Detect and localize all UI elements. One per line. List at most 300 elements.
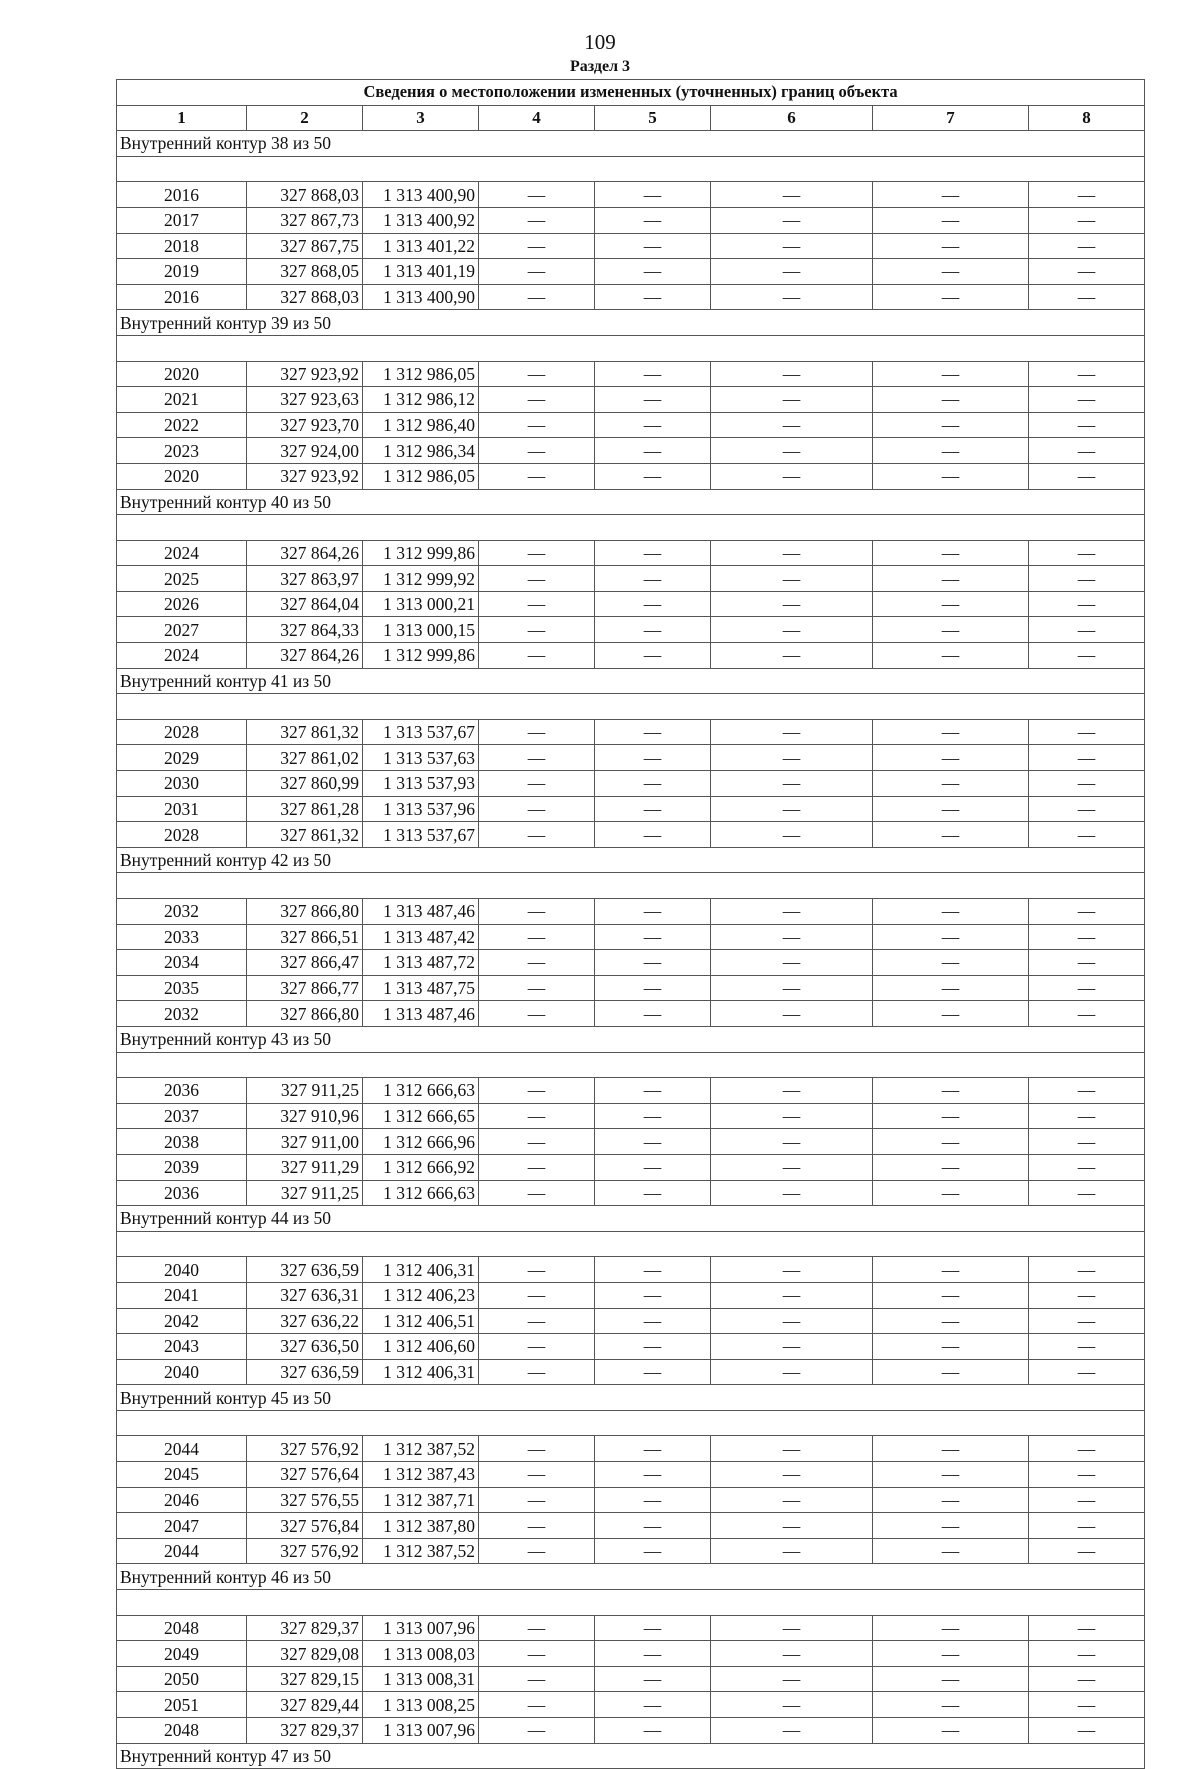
column-header-5: 5 [595, 105, 711, 131]
empty-mark-cell: — [595, 566, 711, 592]
empty-mark-cell: — [479, 412, 595, 438]
point-number: 2048 [117, 1718, 247, 1744]
coord-x: 327 829,37 [247, 1718, 363, 1744]
empty-mark-cell: — [873, 745, 1029, 771]
empty-mark-cell: — [595, 463, 711, 489]
empty-mark-cell: — [1029, 1359, 1145, 1385]
coord-y: 1 312 666,63 [363, 1180, 479, 1206]
empty-mark-cell: — [711, 899, 873, 925]
empty-mark-cell: — [1029, 207, 1145, 233]
empty-mark-cell: — [479, 1359, 595, 1385]
empty-mark-cell: — [711, 1615, 873, 1641]
point-number: 2039 [117, 1154, 247, 1180]
empty-mark-cell: — [1029, 643, 1145, 669]
column-header-row [117, 105, 1145, 131]
coord-x: 327 636,59 [247, 1359, 363, 1385]
empty-mark-cell: — [479, 1078, 595, 1104]
empty-mark-cell: — [711, 1513, 873, 1539]
empty-mark-cell: — [1029, 566, 1145, 592]
table-row [117, 1282, 1145, 1308]
contour-label: Внутренний контур 44 из 50 [117, 1206, 1145, 1232]
coord-x: 327 868,03 [247, 182, 363, 208]
empty-mark-cell: — [873, 1487, 1029, 1513]
empty-mark-cell: — [479, 591, 595, 617]
coord-x: 327 923,70 [247, 412, 363, 438]
coord-x: 327 636,50 [247, 1334, 363, 1360]
empty-mark-cell: — [595, 1154, 711, 1180]
coord-y: 1 312 387,71 [363, 1487, 479, 1513]
empty-mark-cell: — [873, 1334, 1029, 1360]
empty-mark-cell: — [873, 1462, 1029, 1488]
coord-y: 1 313 008,31 [363, 1666, 479, 1692]
empty-mark-cell: — [595, 591, 711, 617]
row-gap [117, 1231, 1145, 1257]
coord-x: 327 868,05 [247, 259, 363, 285]
empty-mark-cell: — [1029, 1666, 1145, 1692]
empty-mark-cell: — [711, 361, 873, 387]
coord-x: 327 636,31 [247, 1282, 363, 1308]
empty-mark-cell: — [711, 643, 873, 669]
empty-mark-cell: — [711, 1001, 873, 1027]
empty-mark-cell: — [479, 207, 595, 233]
table-row [117, 591, 1145, 617]
point-number: 2021 [117, 387, 247, 413]
point-number: 2025 [117, 566, 247, 592]
row-gap-cell [117, 694, 1145, 720]
coord-x: 327 868,03 [247, 284, 363, 310]
empty-mark-cell: — [595, 617, 711, 643]
empty-mark-cell: — [595, 1282, 711, 1308]
point-number: 2040 [117, 1359, 247, 1385]
empty-mark-cell: — [711, 1154, 873, 1180]
empty-mark-cell: — [479, 566, 595, 592]
table-row [117, 207, 1145, 233]
empty-mark-cell: — [1029, 1692, 1145, 1718]
coord-y: 1 312 387,52 [363, 1436, 479, 1462]
empty-mark-cell: — [711, 796, 873, 822]
coord-y: 1 313 487,72 [363, 950, 479, 976]
coord-x: 327 866,47 [247, 950, 363, 976]
empty-mark-cell: — [711, 719, 873, 745]
point-number: 2018 [117, 233, 247, 259]
row-gap [117, 1590, 1145, 1616]
empty-mark-cell: — [711, 566, 873, 592]
empty-mark-cell: — [711, 540, 873, 566]
row-gap [117, 156, 1145, 182]
coord-x: 327 911,25 [247, 1180, 363, 1206]
empty-mark-cell: — [1029, 1487, 1145, 1513]
coord-y: 1 313 007,96 [363, 1718, 479, 1744]
point-number: 2042 [117, 1308, 247, 1334]
empty-mark-cell: — [711, 1436, 873, 1462]
empty-mark-cell: — [873, 1282, 1029, 1308]
coord-x: 327 861,32 [247, 719, 363, 745]
row-gap [117, 515, 1145, 541]
point-number: 2016 [117, 182, 247, 208]
point-number: 2051 [117, 1692, 247, 1718]
table-row [117, 822, 1145, 848]
coord-x: 327 866,80 [247, 1001, 363, 1027]
empty-mark-cell: — [873, 591, 1029, 617]
empty-mark-cell: — [479, 822, 595, 848]
empty-mark-cell: — [595, 1078, 711, 1104]
empty-mark-cell: — [1029, 1718, 1145, 1744]
coord-x: 327 576,92 [247, 1538, 363, 1564]
coord-y: 1 313 487,75 [363, 975, 479, 1001]
empty-mark-cell: — [873, 1718, 1029, 1744]
coord-y: 1 312 986,34 [363, 438, 479, 464]
coord-y: 1 312 666,65 [363, 1103, 479, 1129]
empty-mark-cell: — [711, 284, 873, 310]
empty-mark-cell: — [1029, 438, 1145, 464]
coord-x: 327 864,26 [247, 540, 363, 566]
coord-y: 1 312 387,80 [363, 1513, 479, 1539]
table-row [117, 1615, 1145, 1641]
coord-y: 1 312 999,92 [363, 566, 479, 592]
coord-x: 327 576,92 [247, 1436, 363, 1462]
empty-mark-cell: — [873, 463, 1029, 489]
row-gap-cell [117, 335, 1145, 361]
point-number: 2017 [117, 207, 247, 233]
empty-mark-cell: — [711, 463, 873, 489]
empty-mark-cell: — [711, 1257, 873, 1283]
empty-mark-cell: — [1029, 796, 1145, 822]
column-header-4: 4 [479, 105, 595, 131]
table-row [117, 643, 1145, 669]
coord-y: 1 313 537,67 [363, 822, 479, 848]
empty-mark-cell: — [1029, 1462, 1145, 1488]
empty-mark-cell: — [1029, 284, 1145, 310]
empty-mark-cell: — [711, 259, 873, 285]
empty-mark-cell: — [711, 1180, 873, 1206]
empty-mark-cell: — [479, 643, 595, 669]
coord-y: 1 313 487,46 [363, 899, 479, 925]
row-gap [117, 1410, 1145, 1436]
empty-mark-cell: — [873, 284, 1029, 310]
empty-mark-cell: — [479, 1334, 595, 1360]
coord-x: 327 866,77 [247, 975, 363, 1001]
empty-mark-cell: — [479, 1154, 595, 1180]
page-number: 109 [584, 30, 616, 54]
empty-mark-cell: — [479, 1308, 595, 1334]
empty-mark-cell: — [873, 1359, 1029, 1385]
empty-mark-cell: — [1029, 1538, 1145, 1564]
table-row [117, 1692, 1145, 1718]
row-gap [117, 873, 1145, 899]
coord-x: 327 911,25 [247, 1078, 363, 1104]
empty-mark-cell: — [873, 1103, 1029, 1129]
contour-header-row [117, 1564, 1145, 1590]
empty-mark-cell: — [479, 1615, 595, 1641]
empty-mark-cell: — [1029, 1001, 1145, 1027]
row-gap-cell [117, 1410, 1145, 1436]
table-row [117, 1436, 1145, 1462]
empty-mark-cell: — [479, 975, 595, 1001]
table-row [117, 719, 1145, 745]
empty-mark-cell: — [711, 745, 873, 771]
coord-y: 1 312 406,31 [363, 1359, 479, 1385]
empty-mark-cell: — [873, 822, 1029, 848]
empty-mark-cell: — [595, 1641, 711, 1667]
table-row [117, 1103, 1145, 1129]
empty-mark-cell: — [711, 1487, 873, 1513]
empty-mark-cell: — [479, 924, 595, 950]
point-number: 2035 [117, 975, 247, 1001]
empty-mark-cell: — [479, 950, 595, 976]
row-gap-cell [117, 515, 1145, 541]
empty-mark-cell: — [1029, 822, 1145, 848]
empty-mark-cell: — [711, 1718, 873, 1744]
coord-y: 1 313 400,92 [363, 207, 479, 233]
empty-mark-cell: — [595, 1436, 711, 1462]
empty-mark-cell: — [479, 259, 595, 285]
table-row [117, 1257, 1145, 1283]
empty-mark-cell: — [479, 540, 595, 566]
point-number: 2040 [117, 1257, 247, 1283]
contour-label: Внутренний контур 46 из 50 [117, 1564, 1145, 1590]
point-number: 2019 [117, 259, 247, 285]
empty-mark-cell: — [479, 1001, 595, 1027]
empty-mark-cell: — [873, 1308, 1029, 1334]
table-row [117, 233, 1145, 259]
empty-mark-cell: — [595, 1462, 711, 1488]
empty-mark-cell: — [1029, 719, 1145, 745]
empty-mark-cell: — [711, 1666, 873, 1692]
point-number: 2044 [117, 1436, 247, 1462]
coord-x: 327 923,92 [247, 463, 363, 489]
coord-x: 327 829,08 [247, 1641, 363, 1667]
coord-x: 327 576,84 [247, 1513, 363, 1539]
empty-mark-cell: — [711, 1462, 873, 1488]
contour-header-row [117, 668, 1145, 694]
table-row [117, 566, 1145, 592]
empty-mark-cell: — [595, 540, 711, 566]
empty-mark-cell: — [1029, 899, 1145, 925]
empty-mark-cell: — [873, 412, 1029, 438]
contour-header-row [117, 1206, 1145, 1232]
point-number: 2041 [117, 1282, 247, 1308]
coord-x: 327 863,97 [247, 566, 363, 592]
empty-mark-cell: — [595, 1666, 711, 1692]
empty-mark-cell: — [873, 540, 1029, 566]
column-header-6: 6 [711, 105, 873, 131]
empty-mark-cell: — [479, 1462, 595, 1488]
empty-mark-cell: — [479, 1129, 595, 1155]
empty-mark-cell: — [1029, 924, 1145, 950]
table-row [117, 412, 1145, 438]
point-number: 2033 [117, 924, 247, 950]
table-row [117, 540, 1145, 566]
coord-x: 327 924,00 [247, 438, 363, 464]
empty-mark-cell: — [873, 1129, 1029, 1155]
point-number: 2047 [117, 1513, 247, 1539]
coord-x: 327 860,99 [247, 771, 363, 797]
coord-y: 1 312 406,23 [363, 1282, 479, 1308]
coord-x: 327 866,51 [247, 924, 363, 950]
point-number: 2048 [117, 1615, 247, 1641]
empty-mark-cell: — [711, 1641, 873, 1667]
coord-x: 327 576,64 [247, 1462, 363, 1488]
empty-mark-cell: — [1029, 1334, 1145, 1360]
empty-mark-cell: — [595, 1180, 711, 1206]
empty-mark-cell: — [873, 1513, 1029, 1539]
empty-mark-cell: — [479, 617, 595, 643]
empty-mark-cell: — [1029, 1180, 1145, 1206]
empty-mark-cell: — [479, 1257, 595, 1283]
empty-mark-cell: — [595, 233, 711, 259]
empty-mark-cell: — [873, 233, 1029, 259]
empty-mark-cell: — [595, 822, 711, 848]
coord-y: 1 312 406,51 [363, 1308, 479, 1334]
empty-mark-cell: — [873, 950, 1029, 976]
table-row [117, 1308, 1145, 1334]
empty-mark-cell: — [873, 1436, 1029, 1462]
table-row [117, 1718, 1145, 1744]
coord-x: 327 911,29 [247, 1154, 363, 1180]
table-row [117, 182, 1145, 208]
coord-x: 327 923,92 [247, 361, 363, 387]
empty-mark-cell: — [873, 1154, 1029, 1180]
empty-mark-cell: — [595, 1615, 711, 1641]
empty-mark-cell: — [595, 1334, 711, 1360]
contour-header-row [117, 847, 1145, 873]
empty-mark-cell: — [595, 1129, 711, 1155]
empty-mark-cell: — [479, 1180, 595, 1206]
empty-mark-cell: — [595, 1513, 711, 1539]
table-row [117, 284, 1145, 310]
coord-x: 327 829,44 [247, 1692, 363, 1718]
row-gap-cell [117, 1231, 1145, 1257]
empty-mark-cell: — [595, 745, 711, 771]
contour-label: Внутренний контур 42 из 50 [117, 847, 1145, 873]
empty-mark-cell: — [1029, 591, 1145, 617]
empty-mark-cell: — [1029, 1282, 1145, 1308]
column-header-3: 3 [363, 105, 479, 131]
coord-x: 327 576,55 [247, 1487, 363, 1513]
table-row [117, 1001, 1145, 1027]
empty-mark-cell: — [711, 233, 873, 259]
empty-mark-cell: — [711, 950, 873, 976]
coord-y: 1 312 387,43 [363, 1462, 479, 1488]
contour-label: Внутренний контур 39 из 50 [117, 310, 1145, 336]
empty-mark-cell: — [711, 591, 873, 617]
empty-mark-cell: — [1029, 1513, 1145, 1539]
empty-mark-cell: — [479, 745, 595, 771]
empty-mark-cell: — [595, 975, 711, 1001]
coord-y: 1 312 986,05 [363, 463, 479, 489]
empty-mark-cell: — [1029, 361, 1145, 387]
empty-mark-cell: — [595, 899, 711, 925]
table-row [117, 1078, 1145, 1104]
empty-mark-cell: — [479, 1487, 595, 1513]
empty-mark-cell: — [1029, 1436, 1145, 1462]
coord-y: 1 313 400,90 [363, 182, 479, 208]
table-row [117, 1513, 1145, 1539]
empty-mark-cell: — [873, 259, 1029, 285]
point-number: 2049 [117, 1641, 247, 1667]
empty-mark-cell: — [595, 950, 711, 976]
empty-mark-cell: — [595, 1257, 711, 1283]
coord-x: 327 864,26 [247, 643, 363, 669]
empty-mark-cell: — [873, 617, 1029, 643]
empty-mark-cell: — [1029, 1257, 1145, 1283]
empty-mark-cell: — [711, 1334, 873, 1360]
point-number: 2046 [117, 1487, 247, 1513]
table-row [117, 1334, 1145, 1360]
empty-mark-cell: — [711, 1078, 873, 1104]
empty-mark-cell: — [479, 1641, 595, 1667]
coord-x: 327 829,15 [247, 1666, 363, 1692]
empty-mark-cell: — [1029, 463, 1145, 489]
point-number: 2037 [117, 1103, 247, 1129]
empty-mark-cell: — [595, 1103, 711, 1129]
table-row [117, 1359, 1145, 1385]
empty-mark-cell: — [595, 771, 711, 797]
point-number: 2032 [117, 1001, 247, 1027]
boundary-coordinates-table [116, 79, 1145, 1769]
point-number: 2031 [117, 796, 247, 822]
empty-mark-cell: — [873, 1615, 1029, 1641]
table-row [117, 1666, 1145, 1692]
table-row [117, 1129, 1145, 1155]
empty-mark-cell: — [711, 1538, 873, 1564]
coord-y: 1 312 387,52 [363, 1538, 479, 1564]
empty-mark-cell: — [479, 1538, 595, 1564]
empty-mark-cell: — [873, 1641, 1029, 1667]
empty-mark-cell: — [1029, 950, 1145, 976]
coord-y: 1 312 999,86 [363, 643, 479, 669]
table-row [117, 1538, 1145, 1564]
contour-header-row [117, 1743, 1145, 1769]
empty-mark-cell: — [479, 771, 595, 797]
empty-mark-cell: — [711, 924, 873, 950]
contour-label: Внутренний контур 47 из 50 [117, 1743, 1145, 1769]
empty-mark-cell: — [873, 899, 1029, 925]
point-number: 2020 [117, 463, 247, 489]
table-title-row [117, 80, 1145, 106]
empty-mark-cell: — [595, 1487, 711, 1513]
empty-mark-cell: — [1029, 771, 1145, 797]
empty-mark-cell: — [873, 643, 1029, 669]
empty-mark-cell: — [711, 617, 873, 643]
contour-header-row [117, 1385, 1145, 1411]
point-number: 2024 [117, 643, 247, 669]
table-row [117, 1487, 1145, 1513]
empty-mark-cell: — [595, 361, 711, 387]
contour-label: Внутренний контур 38 из 50 [117, 131, 1145, 157]
empty-mark-cell: — [479, 1513, 595, 1539]
empty-mark-cell: — [711, 1308, 873, 1334]
point-number: 2034 [117, 950, 247, 976]
empty-mark-cell: — [1029, 1103, 1145, 1129]
coord-y: 1 313 008,25 [363, 1692, 479, 1718]
empty-mark-cell: — [1029, 617, 1145, 643]
empty-mark-cell: — [1029, 975, 1145, 1001]
empty-mark-cell: — [1029, 182, 1145, 208]
empty-mark-cell: — [595, 643, 711, 669]
coord-x: 327 861,28 [247, 796, 363, 822]
empty-mark-cell: — [479, 182, 595, 208]
point-number: 2024 [117, 540, 247, 566]
point-number: 2023 [117, 438, 247, 464]
empty-mark-cell: — [873, 1692, 1029, 1718]
empty-mark-cell: — [479, 438, 595, 464]
coord-y: 1 312 406,60 [363, 1334, 479, 1360]
point-number: 2036 [117, 1180, 247, 1206]
coord-y: 1 313 487,42 [363, 924, 479, 950]
empty-mark-cell: — [873, 975, 1029, 1001]
empty-mark-cell: — [1029, 259, 1145, 285]
